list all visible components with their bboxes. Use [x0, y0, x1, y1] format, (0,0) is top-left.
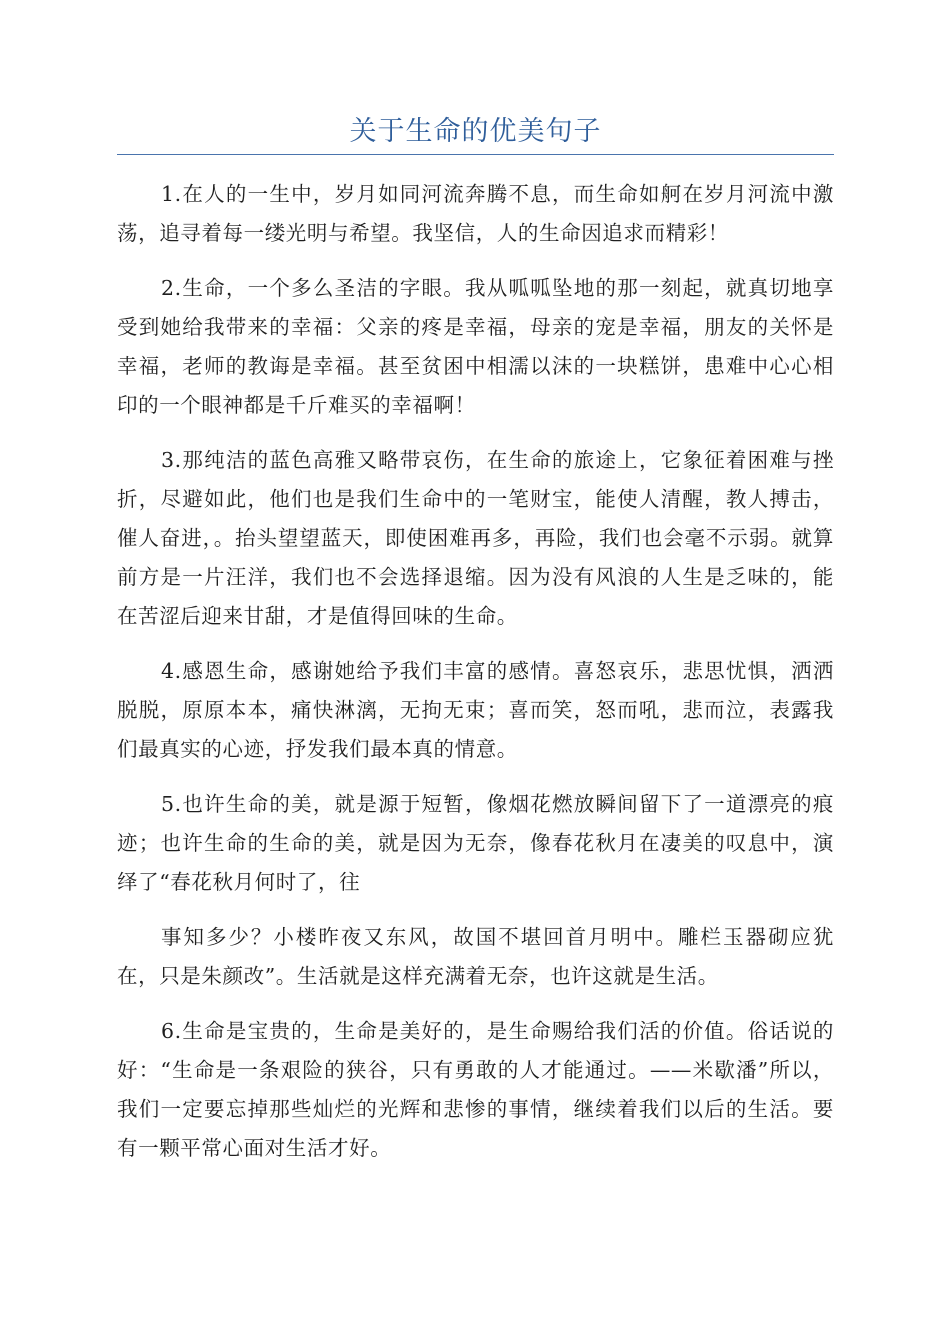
- paragraph-5-continued: 事知多少？小楼昨夜又东风，故国不堪回首月明中。雕栏玉器砌应犹在，只是朱颜改”。生活就是这样充满着无奈，也许这就是生活。: [117, 925, 834, 988]
- paragraph-4: 4.感恩生命，感谢她给予我们丰富的感情。喜怒哀乐，悲思忧惧，洒洒脱脱，原原本本，痛快淋漓，无拘无束；喜而笑，怒而吼，悲而泣，表露我们最真实的心迹，抒发我们最本真的情意。: [117, 659, 834, 761]
- page-title: 关于生命的优美句子: [349, 116, 602, 147]
- document-body: [117, 175, 834, 1184]
- paragraph-2: 2.生命，一个多么圣洁的字眼。我从呱呱坠地的那一刻起，就真切地享受到她给我带来的幸福：父亲的疼是幸福，母亲的宠是幸福，朋友的关怀是幸福，老师的教诲是幸福。甚至贫困中相濡以沫的一块糕饼，患难中心心相印的一个眼神都是千斤难买的幸福啊！: [117, 276, 834, 417]
- paragraph-5: 5.也许生命的美，就是源于短暂，像烟花燃放瞬间留下了一道漂亮的痕迹；也许生命的生命的美，就是因为无奈，像春花秋月在凄美的叹息中，演绎了“春花秋月何时了，往: [117, 792, 834, 894]
- paragraph-3: 3.那纯洁的蓝色高雅又略带哀伤，在生命的旅途上，它象征着困难与挫折，尽避如此，他们也是我们生命中的一笔财宝，能使人清醒，教人搏击，催人奋进，。抬头望望蓝天，即使困难再多，再险，我们也会毫不示弱。就算前方是一片汪洋，我们也不会选择退缩。因为没有风浪的人生是乏味的，能在苦涩后迎来甘甜，才是值得回味的生命。: [117, 448, 834, 628]
- title-underline: [117, 154, 834, 155]
- paragraph-1: 1.在人的一生中，岁月如同河流奔腾不息，而生命如舸在岁月河流中激荡，追寻着每一缕光明与希望。我坚信，人的生命因追求而精彩！: [117, 182, 834, 245]
- paragraph-6: 6.生命是宝贵的，生命是美好的，是生命赐给我们活的价值。俗话说的好：“生命是一条艰险的狭谷，只有勇敢的人才能通过。——米歇潘”所以，我们一定要忘掉那些灿烂的光辉和悲惨的事情，继续着我们以后的生活。要有一颗平常心面对生活才好。: [117, 1019, 834, 1160]
